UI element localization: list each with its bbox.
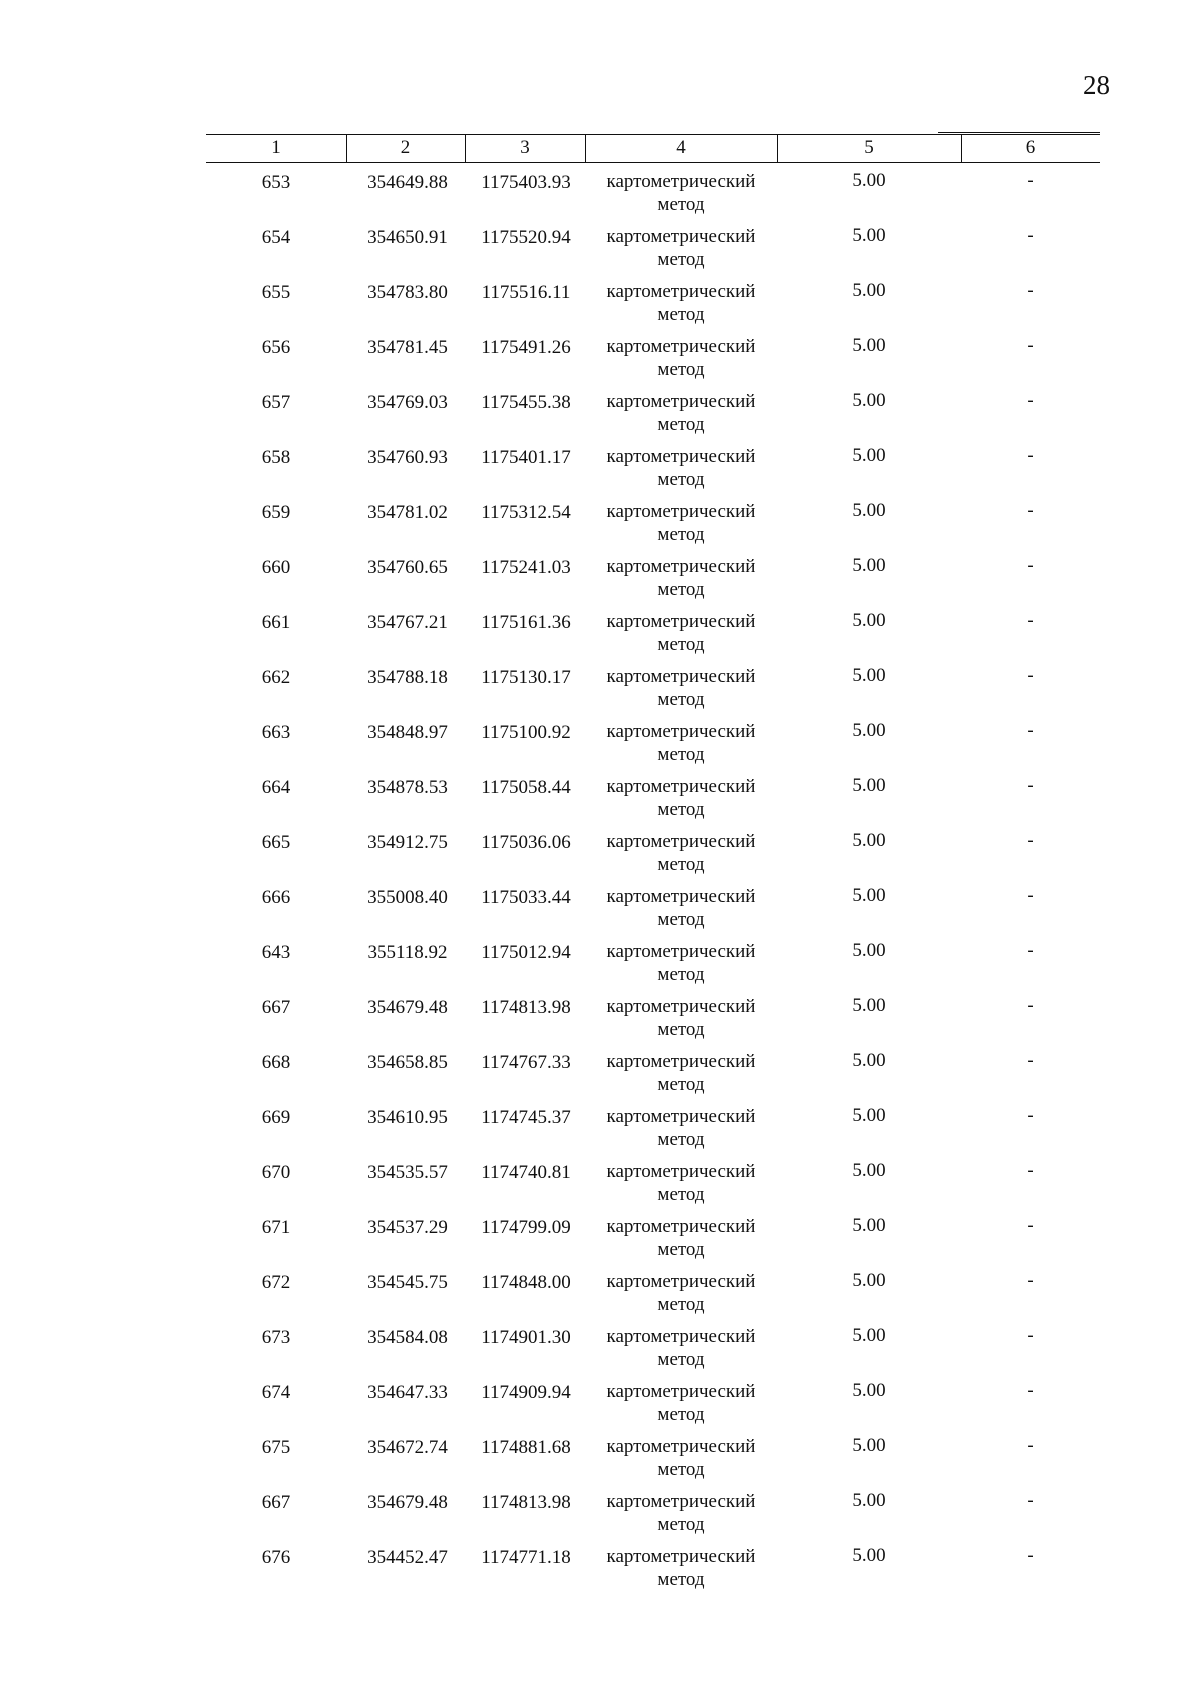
method-line-2: метод: [657, 1184, 705, 1205]
method-cell: [585, 1215, 777, 1261]
point-number-cell: 667: [261, 1492, 291, 1513]
method-cell: [585, 390, 777, 436]
table-row: [206, 1050, 1100, 1105]
table-row: [206, 665, 1100, 720]
method-cell: [585, 610, 777, 656]
x-coordinate-cell: 354760.93: [367, 447, 448, 468]
x-coordinate-cell: 354647.33: [367, 1382, 448, 1403]
method-line-1: картометрический: [606, 446, 756, 467]
note-cell: -: [1027, 995, 1034, 1016]
method-line-1: картометрический: [606, 501, 756, 522]
method-line-2: метод: [657, 1514, 705, 1535]
method-cell: [585, 940, 777, 986]
x-coordinate-cell: 354760.65: [367, 557, 448, 578]
accuracy-cell: 5.00: [852, 665, 886, 686]
table-row: [206, 885, 1100, 940]
note-cell: -: [1027, 665, 1034, 686]
header-bottom-rule: [206, 162, 1100, 163]
method-cell: [585, 170, 777, 216]
y-coordinate-cell: 1174909.94: [481, 1382, 571, 1403]
y-coordinate-cell: 1175520.94: [481, 227, 571, 248]
accuracy-cell: 5.00: [852, 335, 886, 356]
accuracy-cell: 5.00: [852, 1380, 886, 1401]
accuracy-cell: 5.00: [852, 1325, 886, 1346]
point-number-cell: 659: [261, 502, 291, 523]
method-line-2: метод: [657, 1074, 705, 1095]
column-header-5: 5: [864, 137, 874, 158]
method-line-2: метод: [657, 1294, 705, 1315]
y-coordinate-cell: 1175401.17: [481, 447, 571, 468]
method-cell: [585, 1545, 777, 1591]
note-cell: -: [1027, 445, 1034, 466]
method-cell: [585, 1160, 777, 1206]
note-cell: -: [1027, 1490, 1034, 1511]
y-coordinate-cell: 1175036.06: [481, 832, 571, 853]
y-coordinate-cell: 1175516.11: [481, 282, 571, 303]
note-cell: -: [1027, 555, 1034, 576]
y-coordinate-cell: 1174848.00: [481, 1272, 571, 1293]
method-line-2: метод: [657, 579, 705, 600]
accuracy-cell: 5.00: [852, 1105, 886, 1126]
method-line-2: метод: [657, 799, 705, 820]
method-cell: [585, 225, 777, 271]
y-coordinate-cell: 1175312.54: [481, 502, 571, 523]
header-top-rule-right: [938, 132, 1100, 133]
table-row: [206, 1490, 1100, 1545]
method-cell: [585, 720, 777, 766]
point-number-cell: 660: [261, 557, 291, 578]
x-coordinate-cell: 354672.74: [367, 1437, 448, 1458]
y-coordinate-cell: 1175130.17: [481, 667, 571, 688]
coordinates-table: [206, 134, 1100, 1590]
method-line-1: картометрический: [606, 226, 756, 247]
table-row: [206, 1325, 1100, 1380]
method-cell: [585, 445, 777, 491]
method-line-1: картометрический: [606, 1216, 756, 1237]
table-row: [206, 1270, 1100, 1325]
method-line-2: метод: [657, 909, 705, 930]
method-line-1: картометрический: [606, 776, 756, 797]
point-number-cell: 643: [261, 942, 291, 963]
point-number-cell: 661: [261, 612, 291, 633]
method-cell: [585, 500, 777, 546]
accuracy-cell: 5.00: [852, 775, 886, 796]
method-line-2: метод: [657, 359, 705, 380]
method-cell: [585, 280, 777, 326]
note-cell: -: [1027, 500, 1034, 521]
y-coordinate-cell: 1175455.38: [481, 392, 571, 413]
note-cell: -: [1027, 885, 1034, 906]
x-coordinate-cell: 354781.02: [367, 502, 448, 523]
table-row: [206, 1105, 1100, 1160]
note-cell: -: [1027, 940, 1034, 961]
note-cell: -: [1027, 1270, 1034, 1291]
note-cell: -: [1027, 610, 1034, 631]
method-cell: [585, 1435, 777, 1481]
note-cell: -: [1027, 1545, 1034, 1566]
x-coordinate-cell: 354535.57: [367, 1162, 448, 1183]
note-cell: -: [1027, 1380, 1034, 1401]
accuracy-cell: 5.00: [852, 885, 886, 906]
table-row: [206, 1380, 1100, 1435]
table-row: [206, 555, 1100, 610]
accuracy-cell: 5.00: [852, 940, 886, 961]
method-cell: [585, 1270, 777, 1316]
point-number-cell: 675: [261, 1437, 291, 1458]
accuracy-cell: 5.00: [852, 1490, 886, 1511]
x-coordinate-cell: 354537.29: [367, 1217, 448, 1238]
table-row: [206, 225, 1100, 280]
column-header-4: 4: [676, 137, 686, 158]
accuracy-cell: 5.00: [852, 280, 886, 301]
x-coordinate-cell: 354650.91: [367, 227, 448, 248]
method-line-2: метод: [657, 964, 705, 985]
method-cell: [585, 1050, 777, 1096]
y-coordinate-cell: 1175012.94: [481, 942, 571, 963]
accuracy-cell: 5.00: [852, 1545, 886, 1566]
y-coordinate-cell: 1174799.09: [481, 1217, 571, 1238]
y-coordinate-cell: 1174745.37: [481, 1107, 571, 1128]
table-body: [206, 170, 1100, 1600]
method-line-1: картометрический: [606, 1271, 756, 1292]
y-coordinate-cell: 1174767.33: [481, 1052, 571, 1073]
point-number-cell: 657: [261, 392, 291, 413]
method-line-1: картометрический: [606, 171, 756, 192]
y-coordinate-cell: 1174813.98: [481, 1492, 571, 1513]
y-coordinate-cell: 1174771.18: [481, 1547, 571, 1568]
accuracy-cell: 5.00: [852, 555, 886, 576]
x-coordinate-cell: 354610.95: [367, 1107, 448, 1128]
method-cell: [585, 555, 777, 601]
method-line-2: метод: [657, 854, 705, 875]
method-line-1: картометрический: [606, 556, 756, 577]
accuracy-cell: 5.00: [852, 1160, 886, 1181]
method-line-2: метод: [657, 1019, 705, 1040]
table-header-row: [206, 134, 1100, 162]
method-line-2: метод: [657, 524, 705, 545]
method-line-1: картометрический: [606, 996, 756, 1017]
x-coordinate-cell: 354452.47: [367, 1547, 448, 1568]
x-coordinate-cell: 354788.18: [367, 667, 448, 688]
x-coordinate-cell: 355118.92: [367, 942, 448, 963]
x-coordinate-cell: 354767.21: [367, 612, 448, 633]
accuracy-cell: 5.00: [852, 225, 886, 246]
point-number-cell: 653: [261, 172, 291, 193]
page-number: 28: [1083, 70, 1110, 100]
y-coordinate-cell: 1174881.68: [481, 1437, 571, 1458]
method-cell: [585, 885, 777, 931]
note-cell: -: [1027, 1435, 1034, 1456]
note-cell: -: [1027, 170, 1034, 191]
method-line-2: метод: [657, 414, 705, 435]
method-line-1: картометрический: [606, 1051, 756, 1072]
note-cell: -: [1027, 1050, 1034, 1071]
note-cell: -: [1027, 1160, 1034, 1181]
method-line-2: метод: [657, 249, 705, 270]
x-coordinate-cell: 354781.45: [367, 337, 448, 358]
y-coordinate-cell: 1175161.36: [481, 612, 571, 633]
note-cell: -: [1027, 335, 1034, 356]
point-number-cell: 656: [261, 337, 291, 358]
table-row: [206, 775, 1100, 830]
x-coordinate-cell: 354878.53: [367, 777, 448, 798]
method-cell: [585, 830, 777, 876]
note-cell: -: [1027, 775, 1034, 796]
table-row: [206, 830, 1100, 885]
method-line-2: метод: [657, 304, 705, 325]
point-number-cell: 672: [261, 1272, 291, 1293]
x-coordinate-cell: 354769.03: [367, 392, 448, 413]
y-coordinate-cell: 1175241.03: [481, 557, 571, 578]
note-cell: -: [1027, 390, 1034, 411]
table-row: [206, 335, 1100, 390]
point-number-cell: 664: [261, 777, 291, 798]
x-coordinate-cell: 354848.97: [367, 722, 448, 743]
x-coordinate-cell: 354584.08: [367, 1327, 448, 1348]
method-line-1: картометрический: [606, 1106, 756, 1127]
point-number-cell: 663: [261, 722, 291, 743]
accuracy-cell: 5.00: [852, 445, 886, 466]
method-line-2: метод: [657, 1239, 705, 1260]
note-cell: -: [1027, 830, 1034, 851]
point-number-cell: 658: [261, 447, 291, 468]
method-line-1: картометрический: [606, 886, 756, 907]
point-number-cell: 655: [261, 282, 291, 303]
method-line-1: картометрический: [606, 611, 756, 632]
y-coordinate-cell: 1175058.44: [481, 777, 571, 798]
table-row: [206, 1435, 1100, 1490]
method-line-2: метод: [657, 689, 705, 710]
method-line-1: картометрический: [606, 1326, 756, 1347]
x-coordinate-cell: 354679.48: [367, 997, 448, 1018]
table-row: [206, 280, 1100, 335]
table-row: [206, 445, 1100, 500]
method-line-1: картометрический: [606, 336, 756, 357]
method-line-1: картометрический: [606, 721, 756, 742]
method-line-2: метод: [657, 1404, 705, 1425]
note-cell: -: [1027, 720, 1034, 741]
table-row: [206, 1215, 1100, 1270]
point-number-cell: 670: [261, 1162, 291, 1183]
y-coordinate-cell: 1175403.93: [481, 172, 571, 193]
note-cell: -: [1027, 1215, 1034, 1236]
method-line-1: картометрический: [606, 1491, 756, 1512]
method-line-1: картометрический: [606, 1546, 756, 1567]
accuracy-cell: 5.00: [852, 995, 886, 1016]
table-row: [206, 390, 1100, 445]
accuracy-cell: 5.00: [852, 720, 886, 741]
method-cell: [585, 1105, 777, 1151]
method-line-1: картометрический: [606, 941, 756, 962]
method-line-2: метод: [657, 1569, 705, 1590]
method-cell: [585, 665, 777, 711]
table-row: [206, 500, 1100, 555]
header-top-rule: [206, 134, 1100, 135]
method-line-2: метод: [657, 744, 705, 765]
point-number-cell: 666: [261, 887, 291, 908]
accuracy-cell: 5.00: [852, 1435, 886, 1456]
method-line-1: картометрический: [606, 391, 756, 412]
method-line-1: картометрический: [606, 1436, 756, 1457]
column-header-1: 1: [271, 137, 281, 158]
method-line-2: метод: [657, 634, 705, 655]
accuracy-cell: 5.00: [852, 390, 886, 411]
point-number-cell: 665: [261, 832, 291, 853]
note-cell: -: [1027, 1105, 1034, 1126]
method-line-1: картометрический: [606, 831, 756, 852]
method-line-2: метод: [657, 1129, 705, 1150]
y-coordinate-cell: 1175491.26: [481, 337, 571, 358]
table-row: [206, 720, 1100, 775]
method-line-2: метод: [657, 194, 705, 215]
point-number-cell: 667: [261, 997, 291, 1018]
method-line-1: картометрический: [606, 666, 756, 687]
y-coordinate-cell: 1175100.92: [481, 722, 571, 743]
note-cell: -: [1027, 280, 1034, 301]
table-row: [206, 995, 1100, 1050]
point-number-cell: 676: [261, 1547, 291, 1568]
point-number-cell: 673: [261, 1327, 291, 1348]
point-number-cell: 662: [261, 667, 291, 688]
method-cell: [585, 1325, 777, 1371]
y-coordinate-cell: 1174813.98: [481, 997, 571, 1018]
method-line-1: картометрический: [606, 1161, 756, 1182]
method-cell: [585, 335, 777, 381]
accuracy-cell: 5.00: [852, 500, 886, 521]
x-coordinate-cell: 354545.75: [367, 1272, 448, 1293]
x-coordinate-cell: 354783.80: [367, 282, 448, 303]
point-number-cell: 674: [261, 1382, 291, 1403]
accuracy-cell: 5.00: [852, 1270, 886, 1291]
method-line-2: метод: [657, 1459, 705, 1480]
x-coordinate-cell: 354912.75: [367, 832, 448, 853]
method-line-1: картометрический: [606, 281, 756, 302]
accuracy-cell: 5.00: [852, 1215, 886, 1236]
accuracy-cell: 5.00: [852, 610, 886, 631]
column-header-6: 6: [1025, 137, 1036, 158]
method-cell: [585, 1490, 777, 1536]
x-coordinate-cell: 354679.48: [367, 1492, 448, 1513]
table-row: [206, 610, 1100, 665]
x-coordinate-cell: 354649.88: [367, 172, 448, 193]
method-line-1: картометрический: [606, 1381, 756, 1402]
table-row: [206, 1160, 1100, 1215]
note-cell: -: [1027, 225, 1034, 246]
column-header-2: 2: [400, 137, 411, 158]
accuracy-cell: 5.00: [852, 830, 886, 851]
point-number-cell: 668: [261, 1052, 291, 1073]
point-number-cell: 671: [261, 1217, 291, 1238]
x-coordinate-cell: 354658.85: [367, 1052, 448, 1073]
table-row: [206, 170, 1100, 225]
column-header-3: 3: [520, 137, 530, 158]
method-line-2: метод: [657, 469, 705, 490]
y-coordinate-cell: 1174901.30: [481, 1327, 571, 1348]
point-number-cell: 654: [261, 227, 291, 248]
accuracy-cell: 5.00: [852, 1050, 886, 1071]
method-cell: [585, 1380, 777, 1426]
y-coordinate-cell: 1175033.44: [481, 887, 571, 908]
table-row: [206, 1545, 1100, 1600]
method-line-2: метод: [657, 1349, 705, 1370]
table-row: [206, 940, 1100, 995]
x-coordinate-cell: 355008.40: [367, 887, 448, 908]
note-cell: -: [1027, 1325, 1034, 1346]
method-cell: [585, 775, 777, 821]
accuracy-cell: 5.00: [852, 170, 886, 191]
point-number-cell: 669: [261, 1107, 291, 1128]
method-cell: [585, 995, 777, 1041]
y-coordinate-cell: 1174740.81: [481, 1162, 571, 1183]
